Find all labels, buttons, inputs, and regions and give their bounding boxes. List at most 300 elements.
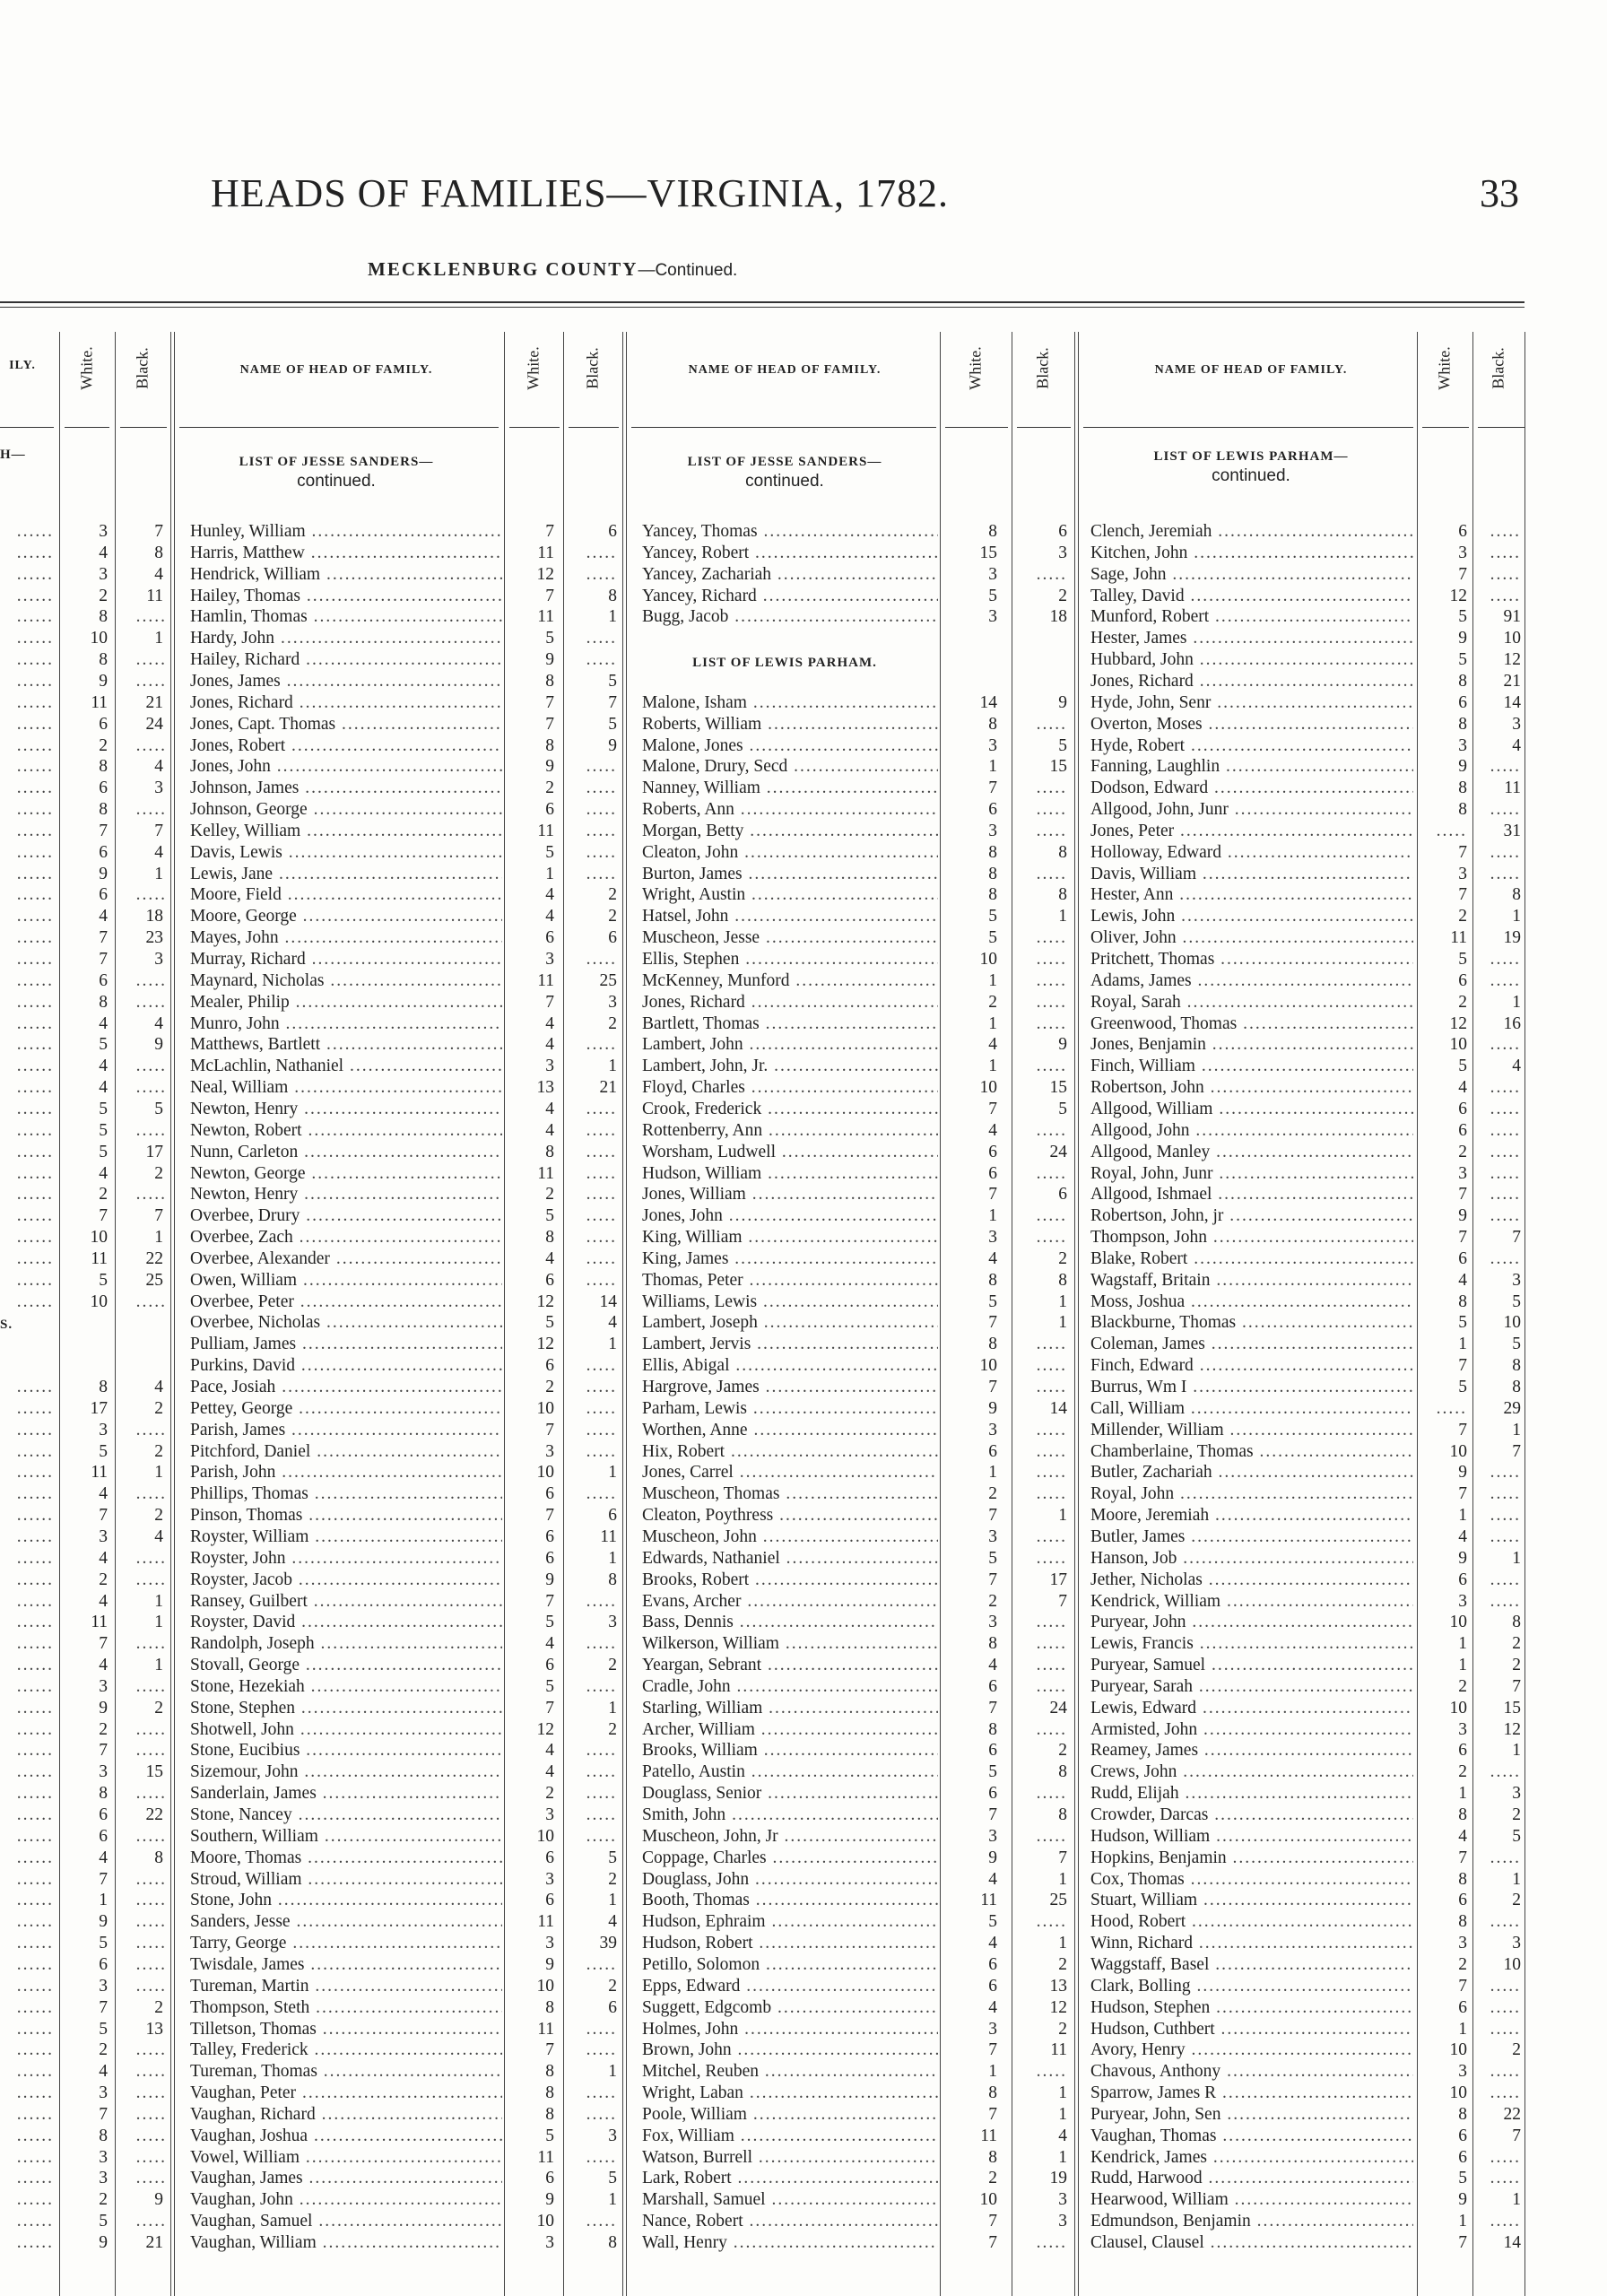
col1-black: 5 <box>608 714 617 734</box>
col3-row <box>0 1441 1607 1463</box>
col0-black: 8 <box>154 1848 163 1867</box>
col0-name-dots: ...... <box>16 1206 54 1226</box>
col0-name-dots: ...... <box>16 1506 54 1526</box>
col3-name: Puryear, John, Sen ..... <box>1090 2104 1413 2126</box>
col2-white: 1 <box>988 2062 997 2082</box>
col1-black-empty: ..... <box>586 543 617 562</box>
col0-name-dots: ...... <box>16 1698 54 1718</box>
col3-row <box>0 1142 1607 1163</box>
header-underline <box>1083 427 1413 428</box>
col3-white: 10 <box>1449 1698 1467 1718</box>
col0-white: 9 <box>99 864 108 883</box>
col0-name-dots: ...... <box>16 586 54 605</box>
col2-black: 24 <box>1049 1142 1067 1161</box>
col3-name: Clark, Bolling ..... <box>1090 1976 1413 1997</box>
col0-white: 7 <box>99 1741 108 1761</box>
col2-black: 1 <box>1058 907 1067 926</box>
col2-black-empty: ..... <box>1036 864 1067 883</box>
col3-white: 9 <box>1458 757 1467 777</box>
col1-black-empty: ..... <box>586 1591 617 1611</box>
col3-row <box>0 1483 1607 1505</box>
col2-black: 12 <box>1049 1997 1067 2017</box>
col1-white: 10 <box>536 1976 554 1996</box>
col1-white: 4 <box>545 907 554 926</box>
col2-black: 9 <box>1058 1035 1067 1055</box>
col0-white: 3 <box>99 564 108 584</box>
col1-name: Stovall, George ..... <box>190 1655 502 1676</box>
col0-white: 6 <box>99 842 108 862</box>
col1-black: 1 <box>608 1698 617 1718</box>
col3-black: 22 <box>1503 2104 1521 2124</box>
col2-name: Jones, William ..... <box>642 1184 938 1205</box>
col2-black: 5 <box>1058 735 1067 755</box>
col3-black-empty: ..... <box>1490 2212 1521 2231</box>
col1-black-empty: ..... <box>586 1484 617 1504</box>
col3-black: 8 <box>1512 1356 1521 1376</box>
col1-black: 7 <box>608 692 617 712</box>
header-underline <box>509 427 560 428</box>
col1-white: 3 <box>545 1805 554 1824</box>
col2-white: 7 <box>988 1506 997 1526</box>
col0-name-dots: ...... <box>16 1656 54 1675</box>
col2-white: 7 <box>988 1099 997 1118</box>
col0-name-dots: ...... <box>16 1784 54 1804</box>
col3-black: 8 <box>1512 1613 1521 1632</box>
col3-black: 3 <box>1512 714 1521 734</box>
black-column-header: Black. <box>1033 347 1052 389</box>
col0-name-dots: ...... <box>16 1591 54 1611</box>
col0-white: 9 <box>99 1698 108 1718</box>
col0-white: 4 <box>99 2062 108 2082</box>
col2-section-sub: continued. <box>745 472 824 491</box>
col3-black: 5 <box>1512 1292 1521 1311</box>
col0-black-empty: ..... <box>135 1570 167 1589</box>
col1-black: 2 <box>608 1013 617 1033</box>
col2-black: 4 <box>1058 2126 1067 2145</box>
col0-black-empty: ..... <box>135 1120 167 1140</box>
col3-row <box>0 1976 1607 1997</box>
col3-row <box>0 671 1607 692</box>
col2-black: 1 <box>1058 2147 1067 2167</box>
col0-black: 1 <box>154 1656 163 1675</box>
col1-name: Hailey, Richard ..... <box>190 649 502 671</box>
col0-black-empty: ..... <box>135 800 167 820</box>
col1-white: 10 <box>536 1398 554 1418</box>
col1-white: 11 <box>537 970 554 990</box>
col1-black: 5 <box>608 1848 617 1867</box>
col0-name-dots: ...... <box>16 692 54 712</box>
white-column-header: White. <box>1435 346 1454 390</box>
col2-name: Williams, Lewis ..... <box>642 1292 938 1313</box>
col3-white: 8 <box>1458 1292 1467 1311</box>
col3-name: Pritchett, Thomas ..... <box>1090 949 1413 970</box>
col3-name: Overton, Moses ..... <box>1090 714 1413 735</box>
col3-name: Oliver, John ..... <box>1090 927 1413 949</box>
col3-section-header <box>1090 447 1412 487</box>
col1-white: 4 <box>545 1013 554 1033</box>
col3-white: 8 <box>1458 1805 1467 1824</box>
col3-white: 7 <box>1458 1356 1467 1376</box>
county-heading <box>368 258 737 281</box>
col0-black-empty: ..... <box>135 970 167 990</box>
col1-white: 3 <box>545 2233 554 2252</box>
col2-name: Worsham, Ludwell ..... <box>642 1142 938 1163</box>
col3-name: Butler, Zachariah ..... <box>1090 1462 1413 1483</box>
col1-white: 4 <box>545 1035 554 1055</box>
col3-black-empty: ..... <box>1490 1912 1521 1932</box>
col3-name: Hubbard, John ..... <box>1090 649 1413 671</box>
col3-white: 8 <box>1458 714 1467 734</box>
col3-name: Davis, William ..... <box>1090 864 1413 885</box>
col1-name: Thompson, Steth ..... <box>190 1997 502 2019</box>
col2-name: Yancey, Richard ..... <box>642 586 938 607</box>
col3-white: 1 <box>1458 2019 1467 2039</box>
col0-white: 9 <box>99 2233 108 2252</box>
col0-black-empty: ..... <box>135 607 167 627</box>
col2-white: 10 <box>979 2190 997 2210</box>
col2-name: Douglass, John ..... <box>642 1869 938 1891</box>
col3-white: 6 <box>1458 1997 1467 2017</box>
col1-white: 6 <box>545 2169 554 2188</box>
col1-name: Overbee, Alexander ..... <box>190 1248 502 1270</box>
col1-name: Pitchford, Daniel ..... <box>190 1441 502 1463</box>
col0-black: 25 <box>145 1270 163 1290</box>
col1-white: 8 <box>545 2062 554 2082</box>
col3-black-empty: ..... <box>1490 1185 1521 1205</box>
col1-name: Neal, William ..... <box>190 1077 502 1099</box>
col1-name: Pettey, George ..... <box>190 1398 502 1420</box>
col3-black: 5 <box>1512 1335 1521 1354</box>
col3-name: Kendrick, William ..... <box>1090 1591 1413 1613</box>
col3-name: Hanson, Job ..... <box>1090 1548 1413 1570</box>
col2-name: Burton, James ..... <box>642 864 938 885</box>
col2-white: 4 <box>988 1869 997 1889</box>
col1-black: 14 <box>599 1292 617 1311</box>
col3-row <box>0 1462 1607 1483</box>
col2-black: 6 <box>1058 1185 1067 1205</box>
col3-name: Royal, John ..... <box>1090 1483 1413 1505</box>
col0-name-dots: ...... <box>16 1420 54 1439</box>
col1-name: Royster, John ..... <box>190 1548 502 1570</box>
col1-white: 4 <box>545 1634 554 1654</box>
col3-white: 8 <box>1458 778 1467 798</box>
col0-black: 2 <box>154 1997 163 2017</box>
col1-name: Hendrick, William ..... <box>190 564 502 586</box>
col2-black-empty: ..... <box>1036 1656 1067 1675</box>
col2-black: 15 <box>1049 757 1067 777</box>
col2-name: Worthen, Anne ..... <box>642 1420 938 1441</box>
col3-name: Jones, Peter ..... <box>1090 821 1413 842</box>
col0-white: 3 <box>99 1676 108 1696</box>
col2-name: Cradle, John ..... <box>642 1676 938 1698</box>
col3-row <box>0 1227 1607 1248</box>
col1-black: 3 <box>608 2126 617 2145</box>
header-underline <box>179 427 499 428</box>
col0-black: 2 <box>154 1698 163 1718</box>
col2-white: 5 <box>988 907 997 926</box>
col3-name: Talley, David ..... <box>1090 586 1413 607</box>
col2-white: 3 <box>988 564 997 584</box>
col1-name: Stone, Hezekiah ..... <box>190 1676 502 1698</box>
col1-black-empty: ..... <box>586 1634 617 1654</box>
col2-name: Cleaton, Poythress ..... <box>642 1505 938 1526</box>
col0-white: 4 <box>99 1656 108 1675</box>
col1-white: 7 <box>545 1591 554 1611</box>
col2-name: Floyd, Charles ..... <box>642 1077 938 1099</box>
col2-white: 3 <box>988 1420 997 1439</box>
col0-white: 3 <box>99 522 108 541</box>
col2-black-empty: ..... <box>1036 1548 1067 1568</box>
col0-white: 2 <box>99 735 108 755</box>
col2-name: Brooks, Robert ..... <box>642 1570 938 1591</box>
col2-name: Suggett, Edgcomb ..... <box>642 1997 938 2019</box>
col1-black-empty: ..... <box>586 1206 617 1226</box>
col0-name-dots: ...... <box>16 800 54 820</box>
col2-name: Douglass, Senior ..... <box>642 1783 938 1805</box>
col2-white: 3 <box>988 1228 997 1248</box>
col3-white: 7 <box>1458 885 1467 905</box>
col3-row <box>0 1398 1607 1420</box>
col1-white: 6 <box>545 1891 554 1910</box>
col0-black: 7 <box>154 821 163 840</box>
col0-black: 18 <box>145 907 163 926</box>
col3-name: Chamberlaine, Thomas ..... <box>1090 1441 1413 1463</box>
col2-name: Wall, Henry ..... <box>642 2232 938 2254</box>
col2-black: 1 <box>1058 2083 1067 2103</box>
col1-name: Munro, John ..... <box>190 1013 502 1035</box>
col1-white: 4 <box>545 885 554 905</box>
col3-row <box>0 1848 1607 1869</box>
col3-row <box>0 1633 1607 1655</box>
col3-white: 6 <box>1458 2126 1467 2145</box>
col3-name: Hudson, Stephen ..... <box>1090 1997 1413 2019</box>
col2-white: 5 <box>988 1912 997 1932</box>
col2-white: 5 <box>988 1548 997 1568</box>
col3-black: 7 <box>1512 2126 1521 2145</box>
col2-white: 6 <box>988 1741 997 1761</box>
col3-name: Hester, James ..... <box>1090 628 1413 649</box>
col1-black-empty: ..... <box>586 2104 617 2124</box>
county-suffix: —Continued. <box>638 261 738 280</box>
col3-name: Stuart, William ..... <box>1090 1890 1413 1911</box>
col2-black-empty: ..... <box>1036 800 1067 820</box>
header-underline <box>0 427 54 428</box>
col2-black-empty: ..... <box>1036 2233 1067 2252</box>
col2-name: Smith, John ..... <box>642 1805 938 1826</box>
col1-name: Sizemour, John ..... <box>190 1761 502 1783</box>
col2-name: Brooks, William ..... <box>642 1740 938 1761</box>
col2-name: Jones, Carrel ..... <box>642 1462 938 1483</box>
col1-white: 11 <box>537 821 554 840</box>
col2-white: 9 <box>988 1848 997 1867</box>
col1-name: Overbee, Zach ..... <box>190 1227 502 1248</box>
col1-white: 8 <box>545 735 554 755</box>
col3-name: Allgood, John, Junr ..... <box>1090 799 1413 821</box>
col3-row <box>0 799 1607 821</box>
col3-black-empty: ..... <box>1490 757 1521 777</box>
col3-black-empty: ..... <box>1490 1997 1521 2017</box>
col3-white: 6 <box>1458 1248 1467 1268</box>
col2-white: 7 <box>988 778 997 798</box>
col1-black: 1 <box>608 1463 617 1483</box>
col2-black: 1 <box>1058 1292 1067 1311</box>
col0-white: 6 <box>99 970 108 990</box>
col0-white: 4 <box>99 1013 108 1033</box>
header-underline <box>945 427 1008 428</box>
col2-name: Watson, Burrell ..... <box>642 2147 938 2169</box>
col2-black-empty: ..... <box>1036 1634 1067 1654</box>
col0-white: 3 <box>99 2083 108 2103</box>
col3-white: 6 <box>1458 2147 1467 2167</box>
col1-name: Newton, Robert ..... <box>190 1120 502 1142</box>
col1-white: 5 <box>545 1613 554 1632</box>
col1-name: Vaughan, Joshua ..... <box>190 2126 502 2147</box>
col2-white: 5 <box>988 586 997 605</box>
col3-white: 12 <box>1449 586 1467 605</box>
col0-black: 4 <box>154 757 163 777</box>
col0-black: 3 <box>154 950 163 969</box>
col1-black-empty: ..... <box>586 650 617 670</box>
col2-name: Lambert, John ..... <box>642 1034 938 1056</box>
col3-row <box>0 906 1607 927</box>
county-name: MECKLENBURG COUNTY <box>368 258 638 280</box>
col1-black-empty: ..... <box>586 1035 617 1055</box>
table-top-rule-2 <box>0 307 1524 308</box>
col1-white: 7 <box>545 2040 554 2060</box>
col3-row <box>0 735 1607 757</box>
col3-black-empty: ..... <box>1490 2083 1521 2103</box>
col0-black: 11 <box>146 586 163 605</box>
col2-name: Malone, Drury, Secd ..... <box>642 756 938 778</box>
col2-black: 15 <box>1049 1078 1067 1098</box>
col1-name: Sanders, Jesse ..... <box>190 1911 502 1933</box>
col1-name: Mayes, John ..... <box>190 927 502 949</box>
col3-white: 7 <box>1458 1976 1467 1996</box>
col3-black-empty: ..... <box>1490 1570 1521 1589</box>
col3-name: Sparrow, James R ..... <box>1090 2083 1413 2104</box>
col1-black: 2 <box>608 885 617 905</box>
col0-white: 3 <box>99 1762 108 1782</box>
col0-name-dots: ...... <box>16 1078 54 1098</box>
col3-white: 6 <box>1458 1570 1467 1589</box>
col0-white: 7 <box>99 950 108 969</box>
col0-name-dots: ...... <box>16 1954 54 1974</box>
col3-white: 8 <box>1458 1869 1467 1889</box>
col1-name: Parish, John ..... <box>190 1462 502 1483</box>
col1-black: 2 <box>608 1869 617 1889</box>
col0-name-dots: ...... <box>16 543 54 562</box>
col0-name-dots: ...... <box>16 2104 54 2124</box>
col3-black: 1 <box>1512 1869 1521 1889</box>
col1-black-empty: ..... <box>586 1356 617 1376</box>
col0-black: 7 <box>154 1206 163 1226</box>
col0-black: 1 <box>154 864 163 883</box>
col3-name: Kitchen, John ..... <box>1090 543 1413 564</box>
col2-black: 1 <box>1058 1869 1067 1889</box>
col3-name: Rudd, Elijah ..... <box>1090 1783 1413 1805</box>
col2-white: 7 <box>988 1698 997 1718</box>
col1-name: Talley, Frederick ..... <box>190 2039 502 2061</box>
col1-black-empty: ..... <box>586 1441 617 1461</box>
col2-name: Starling, William ..... <box>642 1698 938 1719</box>
col0-name-dots: ...... <box>16 1185 54 1205</box>
col1-name: Moore, Thomas ..... <box>190 1848 502 1869</box>
col3-black: 2 <box>1512 1891 1521 1910</box>
col2-white: 6 <box>988 1163 997 1183</box>
col0-name-dots: ...... <box>16 1292 54 1311</box>
col1-name: Hamlin, Thomas ..... <box>190 606 502 628</box>
col0-name-dots: ...... <box>16 2019 54 2039</box>
col1-name: Twisdale, James ..... <box>190 1954 502 1976</box>
col1-name: Vaughan, William ..... <box>190 2232 502 2254</box>
header-underline <box>631 427 936 428</box>
col2-white: 7 <box>988 1805 997 1824</box>
col3-black: 2 <box>1512 1805 1521 1824</box>
col3-row <box>0 1056 1607 1077</box>
col1-name: Stroud, William ..... <box>190 1869 502 1891</box>
col1-white: 3 <box>545 1869 554 1889</box>
col0-name-dots: ...... <box>16 2169 54 2188</box>
col2-name: Yancey, Zachariah ..... <box>642 564 938 586</box>
col1-name: Newton, George ..... <box>190 1163 502 1185</box>
col0-black-empty: ..... <box>135 1954 167 1974</box>
black-column-header: Black. <box>1489 347 1507 389</box>
col0-black: 24 <box>145 714 163 734</box>
col0-name-dots: ...... <box>16 1013 54 1033</box>
col1-name: Mealer, Philip ..... <box>190 992 502 1013</box>
col0-name-dots: ...... <box>16 1826 54 1846</box>
col0-name-dots: ...... <box>16 2126 54 2145</box>
col0-white: 7 <box>99 821 108 840</box>
col3-name: Crowder, Darcas ..... <box>1090 1805 1413 1826</box>
col1-black-empty: ..... <box>586 864 617 883</box>
col3-black: 15 <box>1503 1698 1521 1718</box>
col1-white: 2 <box>545 1185 554 1205</box>
col1-name: Jones, Richard ..... <box>190 692 502 714</box>
header-underline <box>65 427 109 428</box>
col3-row <box>0 606 1607 628</box>
col3-black-empty: ..... <box>1490 1120 1521 1140</box>
col0-name-dots: ...... <box>16 1934 54 1953</box>
col1-black-empty: ..... <box>586 800 617 820</box>
col0-white: 4 <box>99 907 108 926</box>
col0-name-dots: ...... <box>16 885 54 905</box>
col3-name: Edmundson, Benjamin ..... <box>1090 2211 1413 2232</box>
col0-white: 5 <box>99 1441 108 1461</box>
col3-row <box>0 778 1607 799</box>
col1-white: 7 <box>545 1420 554 1439</box>
col3-white: 7 <box>1458 564 1467 584</box>
col0-name-dots: ...... <box>16 2233 54 2252</box>
col1-name: Hunley, William ..... <box>190 521 502 543</box>
col1-white: 4 <box>545 1741 554 1761</box>
col3-black: 4 <box>1512 735 1521 755</box>
col0-white: 3 <box>99 1420 108 1439</box>
col3-name: Butler, James ..... <box>1090 1526 1413 1548</box>
col2-name: Hargrove, James ..... <box>642 1377 938 1398</box>
col3-name: Moore, Jeremiah ..... <box>1090 1505 1413 1526</box>
col3-row <box>0 1548 1607 1570</box>
col0-black-empty: ..... <box>135 1976 167 1996</box>
col0-black-empty: ..... <box>135 2083 167 2103</box>
col2-section-title: LIST OF JESSE SANDERS— <box>687 455 882 469</box>
col1-black-empty: ..... <box>586 757 617 777</box>
col1-black-empty: ..... <box>586 842 617 862</box>
col3-row <box>0 2126 1607 2147</box>
col0-black: 15 <box>145 1762 163 1782</box>
col2-white: 7 <box>988 1185 997 1205</box>
col3-white: 7 <box>1458 2233 1467 2252</box>
